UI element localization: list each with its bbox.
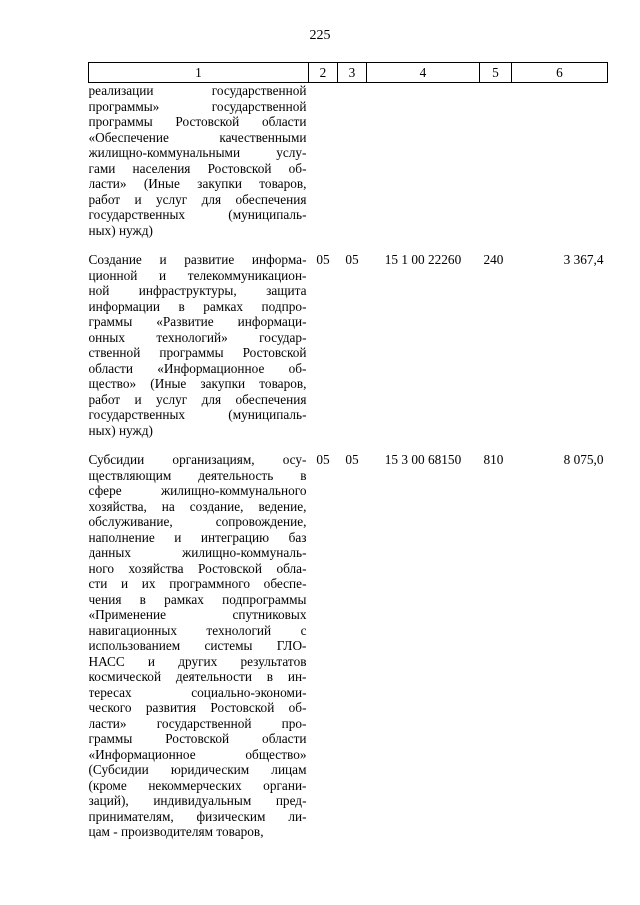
- description-line: жилищно-коммунальными услу-: [88, 145, 307, 160]
- description-line: «Применение спутниковых: [88, 607, 307, 622]
- description-line: ного хозяйства Ростовской обла-: [88, 560, 307, 576]
- description-line: обслуживание, сопровождение,: [88, 514, 307, 529]
- spacer-cell: [309, 238, 338, 252]
- column-header-6: 6: [512, 63, 608, 83]
- target-article-code: 15 1 00 22260: [384, 252, 462, 267]
- spacer-cell: [480, 438, 512, 452]
- description-line: ственной программы Ростовской: [88, 345, 307, 360]
- amount-value: 3 367,4: [563, 252, 604, 267]
- subsection-code: 05: [345, 452, 359, 467]
- table-row: [89, 252, 608, 438]
- description-line: ществляющим деятельность в: [88, 467, 307, 483]
- description-line: ласти» (Иные закупки товаров,: [88, 176, 307, 191]
- description-line: ционной и телекоммуникацион-: [88, 267, 307, 283]
- column-header-3: 3: [338, 63, 367, 83]
- description-line: «Обеспечение качественными: [88, 129, 307, 145]
- spacer-cell: [338, 438, 367, 452]
- description-line: ных) нужд): [88, 422, 153, 438]
- description-line: заций), индивидуальным пред-: [88, 793, 307, 808]
- description-line: (Субсидии юридическим лицам: [88, 762, 307, 777]
- description-line: «Информационное общество»: [88, 746, 307, 762]
- row-description: [89, 83, 309, 239]
- column-header-2: 2: [309, 63, 338, 83]
- description-line: информации в рамках подпро-: [88, 298, 307, 314]
- expense-type-code: 240: [483, 252, 504, 267]
- description-line: навигационных технологий с: [88, 622, 307, 638]
- target-article-code: 15 3 00 68150: [384, 452, 462, 467]
- spacer-cell: [512, 238, 608, 252]
- description-line: сфере жилищно-коммунального: [88, 483, 307, 498]
- description-line: программы Ростовской области: [88, 114, 307, 129]
- spacer-cell: [367, 438, 480, 452]
- amount-value: [512, 83, 608, 239]
- target-article-code: [367, 83, 480, 239]
- section-code: 05: [316, 252, 330, 267]
- description-line: чения в рамках подпрограммы: [88, 591, 307, 607]
- row-spacer: [89, 438, 608, 452]
- description-line: реализации государственной: [88, 83, 307, 98]
- spacer-cell: [480, 238, 512, 252]
- row-description: [89, 252, 309, 438]
- budget-table: [88, 62, 608, 840]
- page-number: 225: [309, 28, 331, 43]
- section-code: [309, 83, 338, 239]
- expense-type-code: [480, 83, 512, 239]
- expense-type-code: 810: [483, 452, 504, 467]
- description-line: щество» (Иные закупки товаров,: [88, 376, 307, 391]
- description-line: ческого развития Ростовской об-: [88, 700, 307, 715]
- description-line: цам - производителям товаров,: [88, 824, 264, 839]
- description-line: Создание и развитие информа-: [88, 252, 307, 267]
- description-line: данных жилищно-коммуналь-: [88, 545, 307, 560]
- description-line: НАСС и других результатов: [88, 653, 307, 669]
- subsection-code: [338, 83, 367, 239]
- description-line: области «Информационное об-: [88, 360, 307, 376]
- description-line: программы» государственной: [88, 98, 307, 114]
- description-line: ной инфраструктуры, защита: [88, 283, 307, 298]
- description-line: государственных (муниципаль-: [88, 407, 307, 422]
- description-line: ласти» государственной про-: [88, 715, 307, 731]
- description-line: ных) нужд): [88, 222, 153, 238]
- table-row: [89, 452, 608, 840]
- description-line: работ и услуг для обеспечения: [88, 391, 307, 407]
- description-line: граммы «Развитие информаци-: [88, 314, 307, 329]
- spacer-cell: [367, 238, 480, 252]
- description-line: (кроме некоммерческих органи-: [88, 777, 307, 793]
- spacer-cell: [512, 438, 608, 452]
- column-header-5: 5: [480, 63, 512, 83]
- description-line: онных технологий» государ-: [88, 329, 307, 345]
- spacer-cell: [89, 438, 309, 452]
- description-line: космической деятельности в ин-: [88, 669, 307, 684]
- description-line: государственных (муниципаль-: [88, 207, 307, 222]
- spacer-cell: [338, 238, 367, 252]
- section-code: 05: [316, 452, 330, 467]
- description-line: граммы Ростовской области: [88, 731, 307, 746]
- column-header-1: 1: [89, 63, 309, 83]
- column-header-4: 4: [367, 63, 480, 83]
- description-line: использованием системы ГЛО-: [88, 638, 307, 653]
- description-line: работ и услуг для обеспечения: [88, 191, 307, 207]
- table-body: [89, 83, 608, 840]
- description-line: сти и их программного обеспе-: [88, 576, 307, 591]
- description-line: хозяйства, на создание, ведение,: [88, 498, 307, 514]
- description-line: гами населения Ростовской об-: [88, 160, 307, 176]
- description-line: тересах социально-экономи-: [88, 684, 307, 700]
- table-header-row: [89, 63, 608, 83]
- spacer-cell: [89, 238, 309, 252]
- subsection-code: 05: [345, 252, 359, 267]
- spacer-cell: [309, 438, 338, 452]
- amount-value: 8 075,0: [563, 452, 604, 467]
- description-line: Субсидии организациям, осу-: [88, 452, 307, 467]
- row-spacer: [89, 238, 608, 252]
- table-row: [89, 83, 608, 239]
- row-description: [89, 452, 309, 840]
- description-line: наполнение и интеграцию баз: [88, 529, 307, 545]
- description-line: принимателям, физическим ли-: [88, 808, 307, 824]
